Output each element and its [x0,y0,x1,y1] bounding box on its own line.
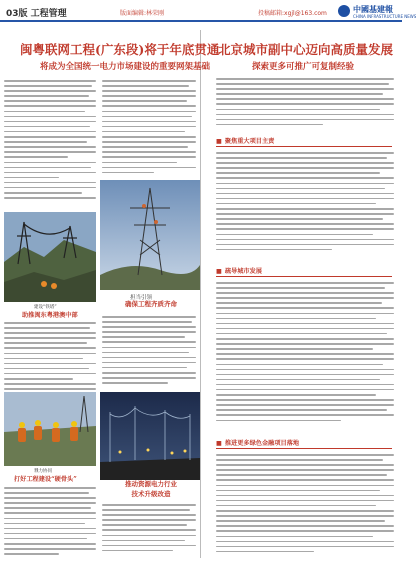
right-section-1-title: 聚焦重大项目主责 [224,138,275,145]
photo3-caption: 戮力协同 [34,469,52,474]
inner-subhead-line2: 技术升级改造 [131,490,171,498]
left-article-text-col1d [4,487,96,559]
header-rule [0,20,402,22]
right-section-3-title: 推进更多绿色金融项目落地 [224,440,300,447]
right-section-2-header [216,266,392,276]
arrow-icon: ■ [216,440,222,447]
right-section-1-text [216,152,394,260]
left-article-text-col1c [4,322,96,392]
logo-name: 中國基建報 [353,4,393,14]
logo-subtitle: CHINA INFRASTRUCTURE NEWS [353,14,416,19]
photo1-caption: 建设“铁塔” [34,305,57,310]
left-photo-crew [4,392,96,466]
newspaper-logo [338,3,416,21]
left-article-text-col2b [102,504,196,560]
right-lead-text [216,78,394,132]
editor-credit-right: 投稿邮箱:xgjl@163.com [258,10,327,17]
photo2-subhead: 确保工程齐质齐命 [125,300,177,308]
right-section-1-header [216,136,392,146]
left-headline: 闽粤联网工程(广东段)将于年底贯通 [20,42,220,57]
left-article-text-col1a [4,80,96,210]
left-article-text-col2a [102,316,196,390]
arrow-icon: ■ [216,268,222,275]
page-header [0,0,416,24]
arrow-icon: ■ [216,138,222,145]
right-section-3-text [216,454,394,558]
right-headline: 北京城市副中心迈向高质量发展 [218,42,394,57]
photo3-subhead: 打好工程建设“硬骨头” [14,476,77,483]
photo1-subhead: 助推闽东粤港澳中部 [22,312,78,319]
right-subheadline: 探索更多可推广可复制经验 [252,62,355,72]
left-photo-tower [100,180,200,290]
left-article-text-col1b [102,80,196,180]
column-divider [200,30,201,558]
left-photo-night [100,392,200,480]
photo2-caption: 担当引领 [130,295,153,301]
left-photo-ridge [4,212,96,302]
inner-subhead-line1: 推动资源电力行业 [125,480,177,488]
section-tag: 03版 工程管理 [6,9,67,19]
right-section-3-header [216,438,392,448]
right-section-2-title: 疏导城市发展 [224,268,262,275]
right-section-2-text [216,282,394,432]
editor-credit-left: 版面编辑:林荣刚 [120,10,165,17]
left-subheadline: 将成为全国统一电力市场建设的重要网架基础 [40,62,211,72]
logo-emblem-icon [338,5,350,17]
